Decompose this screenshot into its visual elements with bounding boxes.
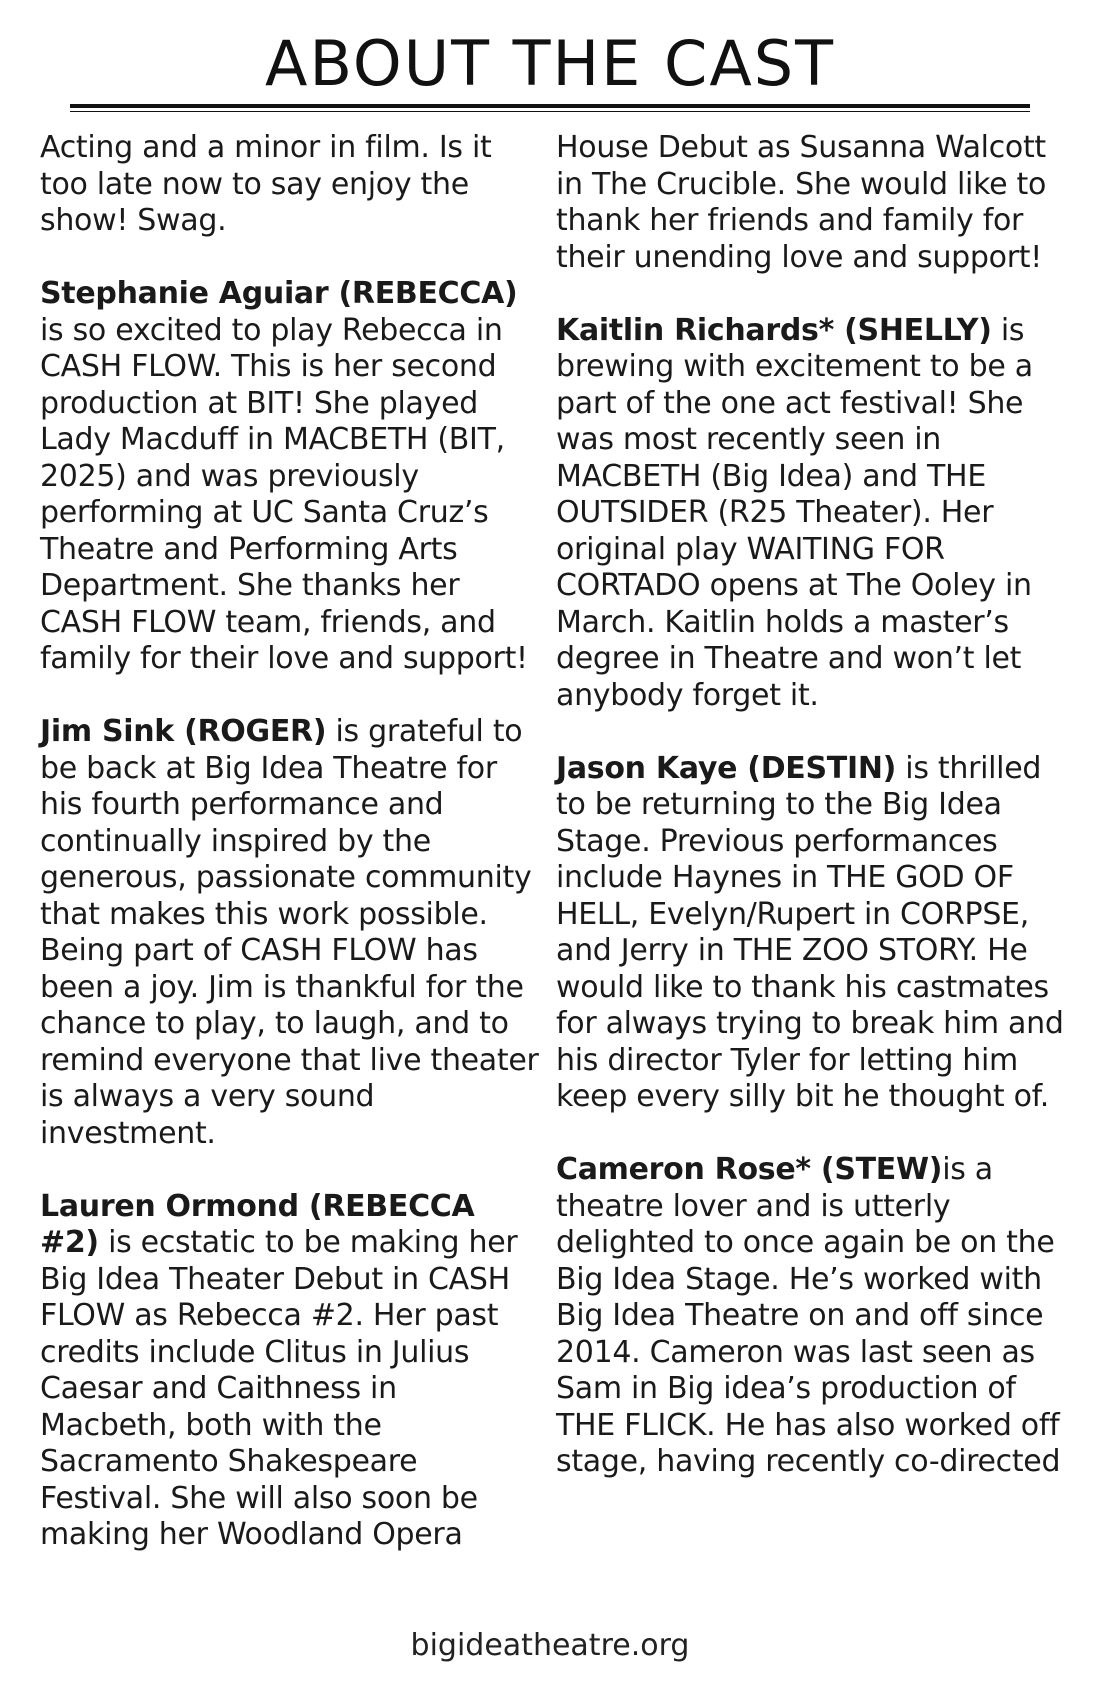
title-divider	[70, 104, 1030, 108]
bio-paragraph	[40, 130, 540, 240]
footer-url: bigideatheatre.org	[410, 1628, 690, 1663]
left-column	[40, 130, 540, 1590]
title-divider-thin	[70, 111, 1030, 112]
bio-text: is grateful to be back at Big Idea Theatre for his fourth performance and continually inspired by the generous, passionate community that makes this work possible. Being part of CASH FLOW has been a joy. Jim is thankful for the chance to play, to laugh, and to remind everyone that live theater is always a very sound investment.	[40, 714, 539, 1151]
bio-paragraph	[40, 714, 540, 1152]
cast-name: Stephanie Aguiar (REBECCA)	[40, 276, 518, 311]
bio-paragraph	[40, 276, 540, 678]
bio-text: is brewing with excitement to be a part of the one act festival! She was most recently seen in MACBETH (Big Idea) and THE OUTSIDER (R25 Theater). Her original play WAITING FOR CORTADO opens at The Ooley in March. Kaitlin holds a master’s degree in Theatre and won’t let anybody forget it.	[556, 312, 1033, 713]
bio-text: is so excited to play Rebecca in CASH FLOW. This is her second production at BIT! She played Lady Macduff in MACBETH (BIT, 2025) and was previously performing at UC Santa Cruz’s Theatre and Performing Arts Department. She thanks her CASH FLOW team, friends, and family for their love and support!	[40, 312, 528, 676]
bio-paragraph	[40, 1189, 540, 1554]
bio-paragraph	[556, 1152, 1066, 1481]
cast-name: Cameron Rose* (STEW)	[556, 1152, 943, 1187]
page-title: ABOUT THE CAST	[265, 27, 835, 100]
cast-name: Jason Kaye (DESTIN)	[556, 750, 897, 786]
bio-text: House Debut as Susanna Walcott in The Crucible. She would like to thank her friends and family for their unending love and support!	[556, 130, 1047, 275]
right-column	[556, 130, 1066, 1517]
bio-paragraph	[556, 130, 1066, 276]
cast-name: Kaitlin Richards* (SHELLY)	[556, 312, 992, 348]
cast-name: Lauren Ormond (REBECCA #2)	[40, 1188, 475, 1260]
bio-text: Acting and a minor in film. Is it too late now to say enjoy the show! Swag.	[40, 130, 492, 238]
bio-paragraph	[556, 751, 1066, 1116]
bio-text: is ecstatic to be making her Big Idea Theater Debut in CASH FLOW as Rebecca #2. Her past credits include Clitus in Julius Caesar and Caithness in Macbeth, both with the Sacramento Shakespeare Festival. She will also soon be making her Woodland Opera	[40, 1225, 518, 1552]
bio-paragraph	[556, 313, 1066, 715]
bio-text: is thrilled to be returning to the Big Idea Stage. Previous performances include Haynes in THE GOD OF HELL, Evelyn/Rupert in CORPSE, and Jerry in THE ZOO STORY. He would like to thank his castmates for always trying to break him and his director Tyler for letting him keep every silly bit he thought of.	[556, 750, 1064, 1114]
bio-text: is a theatre lover and is utterly delighted to once again be on the Big Idea Stage. He’s worked with Big Idea Theatre on and off since 2014. Cameron was last seen as Sam in Big idea’s production of THE FLICK. He has also worked off stage, having recently co-directed	[556, 1152, 1061, 1479]
cast-name: Jim Sink (ROGER)	[40, 714, 327, 749]
